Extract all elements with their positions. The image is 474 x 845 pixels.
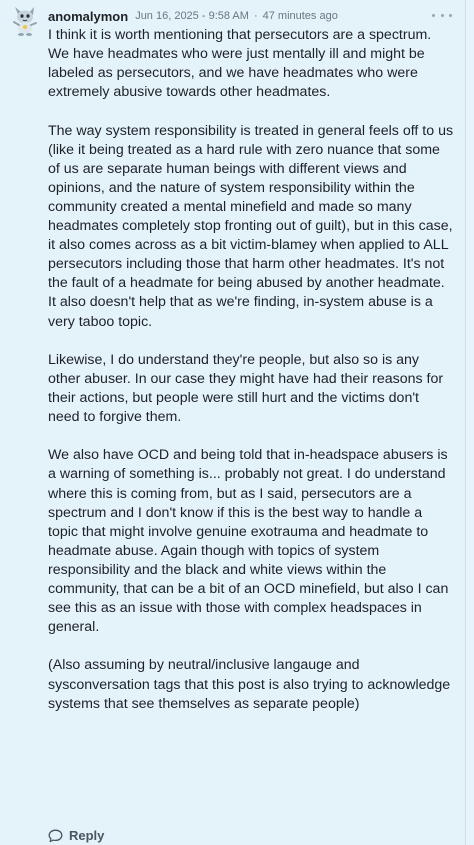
comment-paragraph: The way system responsibility is treated in general feels off to us (like it being treated as a hard rule with zero nuance that some of us are separate human beings with different views and opinions, and the nature of system responsibility within the community created a mental minefield and made so many headmates completely stop fronting out of guilt), but in this case, it also comes across as a bit victim-blamey when applied to ALL persecutors including those that harm other headmates. It's not the fault of a headmate for being abused by another headmate. It also doesn't help that as we're finding, in-system abuse is a very taboo topic.	[48, 122, 454, 330]
meta-separator: ·	[253, 10, 258, 22]
reply-label: Reply	[69, 828, 105, 843]
more-dots-icon[interactable]	[432, 9, 452, 21]
comment-paragraph: I think it is worth mentioning that persecutors are a spectrum. We have headmates who were just mentally ill and might be labeled as persecutors, and we have headmates who were extremely abusive towards other headmates.	[48, 27, 432, 101]
reply-button[interactable]	[48, 828, 104, 843]
mascot-avatar-icon[interactable]	[9, 5, 41, 37]
speech-bubble-icon	[48, 829, 63, 843]
relative-time: 47 minutes ago	[262, 10, 338, 22]
comment-date[interactable]: Jun 16, 2025 - 9:58 AM	[135, 10, 249, 22]
comment-paragraph: We also have OCD and being told that in-headspace abusers is a warning of something is... probably not great. I do understand where this is coming from, but as I said, persecutors are a spectrum and I don't know if this is the best way to handle a topic that might involve genuine exotrauma and headmate to headmate abuse. Again though with topics of system responsibility and the black and white views within the community, that can be a bit of an OCD minefield, but also I can see this as an issue with those with complex headspaces in general.	[48, 447, 449, 636]
author-name[interactable]: anomalymon	[48, 8, 129, 24]
comment-body	[48, 26, 454, 733]
comment-paragraph: (Also assuming by neutral/inclusive langauge and sysconversation tags that this post is also trying to acknowledge systems that see themselves as separate people)	[48, 657, 451, 712]
comment-paragraph: Likewise, I do understand they're people, but also so is any other abuser. In our case they might have had their reasons for their actions, but people were still hurt and the victims don't need to forgive them.	[48, 351, 444, 426]
comment-header	[48, 7, 338, 25]
